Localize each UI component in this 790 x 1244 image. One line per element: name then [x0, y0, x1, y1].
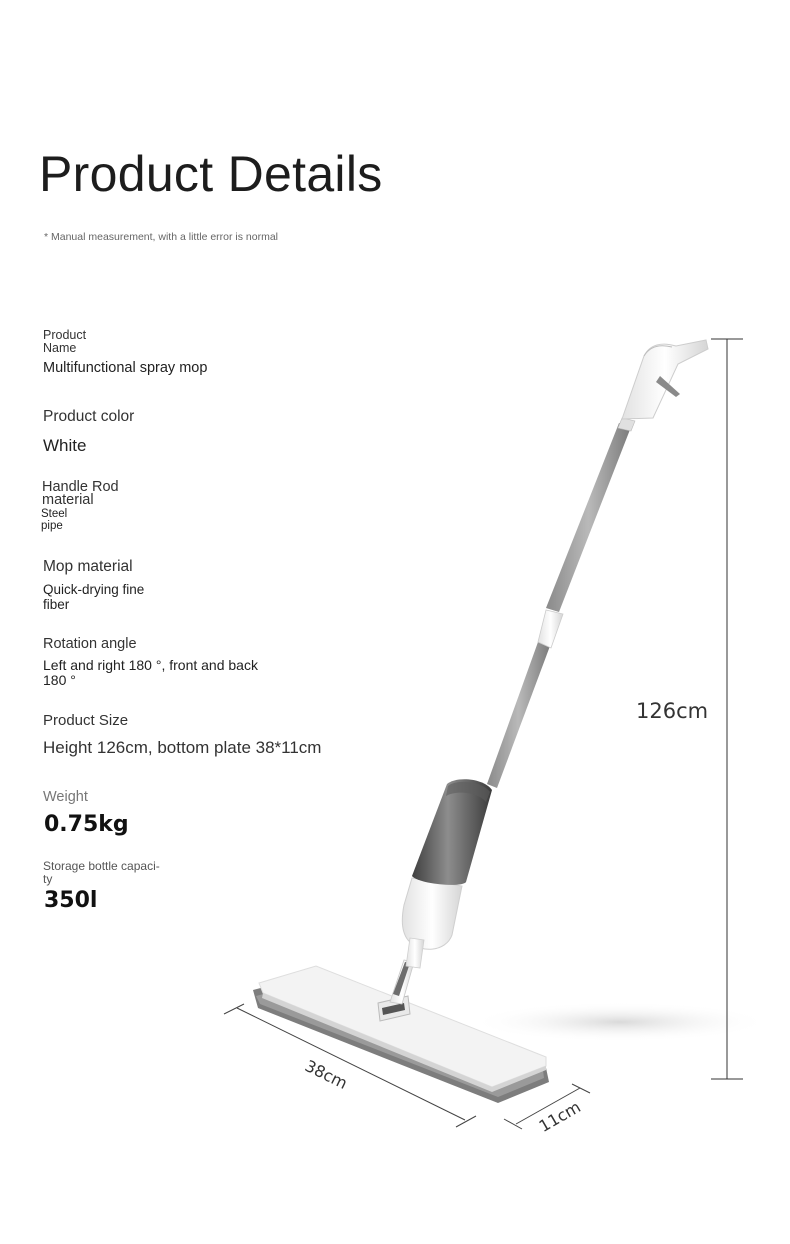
- length-dimension-label: 38cm: [301, 1056, 351, 1093]
- product-size-label: Product Size: [43, 712, 129, 729]
- height-dimension-line: [711, 339, 743, 1079]
- page-title: Product Details: [39, 146, 383, 202]
- rotation-angle-label: Rotation angle: [43, 636, 137, 652]
- weight-label: Weight: [43, 789, 88, 805]
- storage-capacity-value: 350l: [44, 888, 98, 913]
- rotation-angle-value: Left and right 180 °, front and back 180 °: [43, 657, 258, 688]
- weight-value: 0.75kg: [44, 812, 129, 837]
- width-dimension-label: 11cm: [535, 1097, 584, 1136]
- measurement-note: * Manual measurement, with a little error is normal: [44, 231, 279, 243]
- mop-joint: [378, 960, 414, 1021]
- pole-lower: [487, 642, 550, 788]
- height-dimension-label: 126cm: [636, 699, 709, 723]
- product-name-value: Multifunctional spray mop: [43, 360, 208, 376]
- pole-upper: [546, 423, 631, 612]
- handle-rod-label: Handle Rod material: [42, 479, 119, 508]
- floor-shadow: [470, 1002, 770, 1042]
- storage-capacity-label: Storage bottle capaci- ty: [43, 859, 160, 886]
- mop-neck: [406, 938, 424, 968]
- pole-connector: [538, 610, 563, 648]
- mop-handle: [622, 340, 708, 419]
- product-color-label: Product color: [43, 408, 135, 425]
- mop-material-value: Quick-drying fine fiber: [43, 582, 145, 612]
- product-name-label: Product Name: [43, 328, 87, 355]
- mop-material-label: Mop material: [43, 558, 133, 575]
- product-size-value: Height 126cm, bottom plate 38*11cm: [43, 738, 322, 757]
- product-color-value: White: [43, 436, 87, 455]
- handle-rod-value: Steel pipe: [41, 508, 68, 532]
